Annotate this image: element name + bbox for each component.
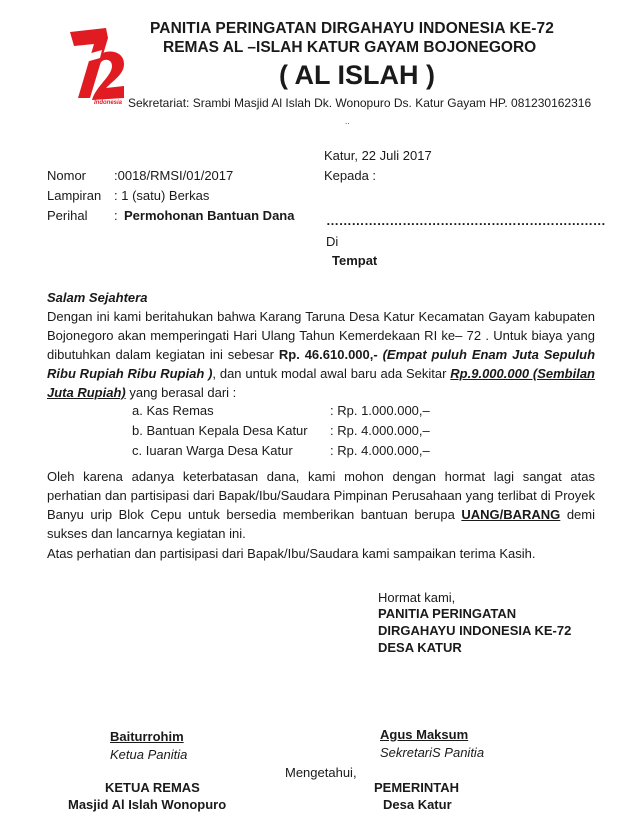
bottom-right-line2: Desa Katur: [383, 797, 452, 812]
header-address: Sekretariat: Srambi Masjid Al Islah Dk. Wonopuro Ds. Katur Gayam HP. 081230162316: [128, 96, 592, 110]
fund-item-value: : Rp. 1.000.000,–: [330, 403, 430, 418]
bottom-left-line1: KETUA REMAS: [105, 780, 200, 795]
header-small-mark: ..: [345, 117, 350, 126]
p1-modal: Rp.9.000.000 (Sembilan Juta Rupiah): [47, 366, 595, 400]
mengetahui: Mengetahui,: [285, 765, 357, 780]
fund-item-label: c. Iuaran Warga Desa Katur: [132, 443, 293, 458]
kepada-label: Kepada :: [324, 168, 377, 183]
header-title-line2: REMAS AL –ISLAH KATUR GAYAM BOJONEGORO: [163, 39, 537, 56]
tempat-label: Tempat: [332, 253, 378, 268]
fund-item-value: : Rp. 4.000.000,–: [330, 423, 430, 438]
fund-item-label: a. Kas Remas: [132, 403, 214, 418]
paragraph-3: Atas perhatian dan partisipasi dari Bapak/Ibu/Saudara kami sampaikan terima Kasih.: [47, 546, 536, 561]
fund-item-value: : Rp. 4.000.000,–: [330, 443, 430, 458]
p2-emphasis: UANG/BARANG: [461, 507, 561, 522]
p2-text-a: Oleh karena adanya keterbatasan dana, kami mohon dengan hormat lagi sangat atas perhatian dan partisipasi dari Bapak/Ibu/Saudara Pimpinan Perusahaan yang terlibat di Proyek Banyu urip Blok Cepu untuk bersedia memberikan bantuan berupa: [47, 469, 595, 522]
paragraph-1: [47, 307, 595, 402]
logo-72-indonesia: [66, 24, 128, 106]
header-title-line1: PANITIA PERINGATAN DIRGAHAYU INDONESIA KE-72: [150, 20, 554, 37]
perihal-value: Permohonan Bantuan Dana: [124, 208, 295, 223]
signer-right-name: Agus Maksum: [380, 727, 469, 742]
closing-org-line3: DESA KATUR: [378, 640, 462, 655]
p1-text-c: yang berasal dari :: [125, 385, 237, 400]
closing-org-line2: DIRGAHAYU INDONESIA KE-72: [378, 623, 572, 638]
p1-amount: Rp. 46.610.000,-: [278, 347, 378, 362]
bottom-right-line1: PEMERINTAH: [374, 780, 459, 795]
nomor-value: :0018/RMSI/01/2017: [114, 168, 234, 183]
recipient-dots: …………………………………………………………: [326, 213, 606, 228]
lampiran-label: Lampiran: [47, 188, 102, 203]
closing-hormat: Hormat kami,: [378, 590, 456, 605]
header-title-line3: ( AL ISLAH ): [279, 60, 435, 90]
logo-caption: Indonesia: [94, 100, 123, 106]
p2-text-b: demi sukses dan lancarnya kegiatan ini.: [47, 507, 596, 541]
perihal-label: Perihal: [47, 208, 88, 223]
perihal-colon: :: [114, 208, 118, 223]
bottom-left-line2: Masjid Al Islah Wonopuro: [68, 797, 227, 812]
signer-left-title: Ketua Panitia: [110, 747, 188, 762]
signer-right-title: SekretariS Panitia: [380, 745, 485, 760]
p1-text-a: Dengan ini kami beritahukan bahwa Karang Taruna Desa Katur Kecamatan Gayam kabupaten Bojonegoro akan memperingati Hari Ulang Tahun Kemerdekaan RI ke– 72 . Untuk biaya yang dibutuhkan dalam kegiatan ini sebesar: [47, 309, 595, 362]
di-label: Di: [326, 234, 339, 249]
nomor-label: Nomor: [47, 168, 87, 183]
p1-text-b: , dan untuk modal awal baru ada Sekitar: [212, 366, 451, 381]
signer-left-name: Baiturrohim: [110, 729, 184, 744]
fund-item-label: b. Bantuan Kepala Desa Katur: [132, 423, 308, 438]
salam: Salam Sejahtera: [47, 290, 148, 305]
closing-org-line1: PANITIA PERINGATAN: [378, 606, 517, 621]
p1-amount-words: (Empat puluh Enam Juta Sepuluh Ribu Rupiah Ribu Rupiah ): [47, 347, 596, 381]
lampiran-value: : 1 (satu) Berkas: [114, 188, 210, 203]
paragraph-2: [47, 467, 595, 543]
letter-date: Katur, 22 Juli 2017: [324, 148, 432, 163]
